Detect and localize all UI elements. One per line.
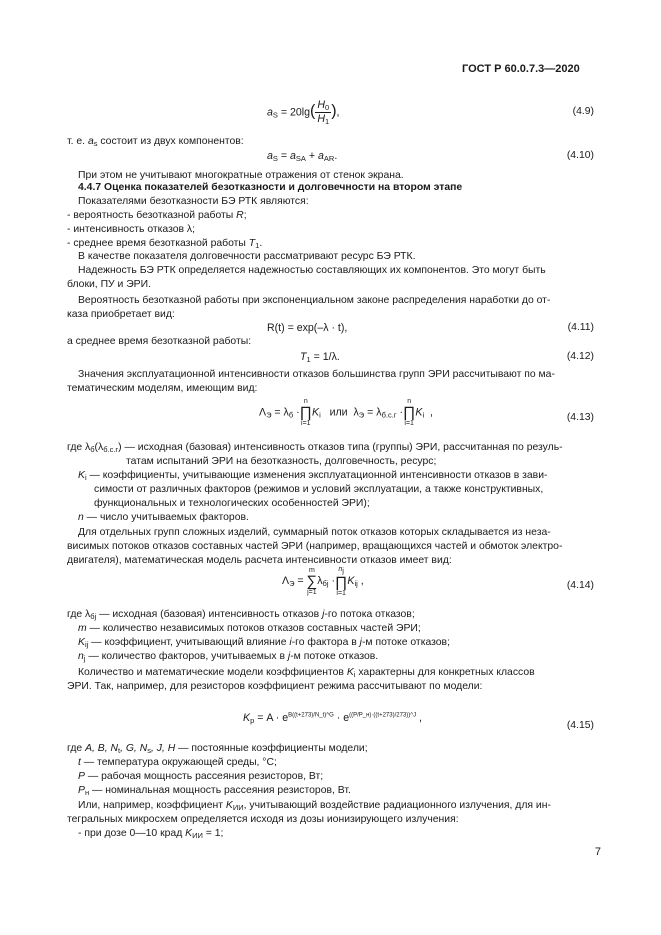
equation-number-4-14: (4.14) xyxy=(566,580,594,591)
paragraph: Показателями безотказности БЭ РТК являются: xyxy=(78,196,309,207)
definition: n — число учитываемых факторов. xyxy=(78,512,249,523)
paragraph: блоки, ПУ и ЭРИ. xyxy=(67,279,151,290)
paragraph: двигателя), математическая модель расчета интенсивности отказов имеет вид: xyxy=(67,555,452,566)
equation-4-12: $T_1 = 1/\lambda$. xyxy=(300,351,340,364)
equation-4-11: R(t) = exp(–λ · t), xyxy=(267,322,348,334)
definition: где $\lambda_{бj}$ — исходная (базовая) интенсивность отказов j-го потока отказов; xyxy=(67,609,415,621)
list-item: - среднее время безотказной работы $T_1$. xyxy=(67,238,263,250)
equation-4-9: $a_S = 20\lg$( $\frac{H_0}{H_1}$ ), xyxy=(267,99,340,126)
equation-4-14: $\Lambda_Э$ = m ∑ j=1 $\lambda_{бj}$ · $n_j$ ∏ i=1 $K_{ij}$ , xyxy=(282,566,364,597)
definition: P — рабочая мощность рассеяния резисторов, Вт; xyxy=(78,771,324,782)
definition: татам испытаний ЭРИ на безотказность, долговечность, ресурс; xyxy=(126,456,437,467)
definition: $K_i$ — коэффициенты, учитывающие изменения эксплуатационной интенсивности отказов в зави- xyxy=(78,470,548,482)
equation-4-10: $a_S = a_{SA} + a_{AR}$. xyxy=(267,150,338,163)
list-item: - вероятность безотказной работы R; xyxy=(67,210,247,221)
section-title: 4.4.7 Оценка показателей безотказности и долговечности на втором этапе xyxy=(78,182,463,193)
definition: где A, B, $N_t$, G, $N_s$, J, H — постоянные коэффициенты модели; xyxy=(67,743,368,755)
paragraph: тематическим моделям, имеющим вид: xyxy=(67,383,258,394)
definition: функциональных и технологических особенностей ЭРИ); xyxy=(94,498,370,509)
paragraph: Количество и математические модели коэффициентов $K_i$ характерны для конкретных классов xyxy=(78,667,535,679)
equation-number-4-12: (4.12) xyxy=(566,351,594,362)
paragraph: Или, например, коэффициент $K_{ИИ}$, учитывающий воздействие радиационного излучения, для ин- xyxy=(78,800,551,812)
definition: где $\lambda_б(\lambda_{б.с.г})$ — исходная (базовая) интенсивность отказов типа (группы) ЭРИ, рассчитанная по резуль- xyxy=(67,442,563,454)
equation-number-4-15: (4.15) xyxy=(566,720,594,731)
paragraph: Значения эксплуатационной интенсивности отказов большинства групп ЭРИ рассчитывают по ма- xyxy=(78,369,555,380)
paragraph: ЭРИ. Так, например, для резисторов коэффициент режима рассчитывают по модели: xyxy=(67,681,483,692)
text-line: т. е. $a_s$ состоит из двух компонентов: xyxy=(67,136,244,148)
equation-4-15: $K_р = A \cdot e^{B((t+273)/N\_t)\^{}G} \cdot e^{((P/P\_н)\cdot((t+273)/273))\^{}J}$ , xyxy=(243,712,422,725)
equation-number-4-11: (4.11) xyxy=(567,322,594,333)
definition: $P_н$ — номинальная мощность рассеяния резисторов, Вт. xyxy=(78,785,351,797)
definition: t — температура окружающей среды, °С; xyxy=(78,757,277,768)
paragraph: Вероятность безотказной работы при экспоненциальном законе распределения наработки до от- xyxy=(78,295,551,306)
paragraph: висимых потоков отказов составных частей ЭРИ (например, вращающихся частей и обмоток электро- xyxy=(67,541,563,552)
page-number: 7 xyxy=(594,846,601,858)
definition: m — количество независимых потоков отказов составных частей ЭРИ; xyxy=(78,623,421,634)
paragraph: тегральных микросхем определяется исходя из дозы ионизирующего излучения: xyxy=(67,814,459,825)
document-header: ГОСТ Р 60.0.7.3—2020 xyxy=(462,63,580,75)
paragraph: При этом не учитывают многократные отражения от стенок экрана. xyxy=(78,170,404,181)
list-item: - при дозе 0—10 крад $K_{ИИ} = 1$; xyxy=(78,828,224,840)
equation-number-4-9: (4.9) xyxy=(572,106,594,117)
list-item: - интенсивность отказов λ; xyxy=(67,224,196,235)
definition: $K_{ij}$ — коэффициент, учитывающий влияние i-го фактора в j-м потоке отказов; xyxy=(78,637,450,649)
paragraph: В качестве показателя долговечности рассматривают ресурс БЭ РТК. xyxy=(78,251,416,262)
equation-number-4-13: (4.13) xyxy=(566,412,594,423)
definition: $n_j$ — количество факторов, учитываемых в j-м потоке отказов. xyxy=(78,651,379,663)
paragraph: Для отдельных групп сложных изделий, суммарный поток отказов которых складывается из неза- xyxy=(78,527,551,538)
equation-4-13: $\Lambda_Э = \lambda_б$ · n ∏ i=1 $K_i$ или $\lambda_Э = \lambda_{б.с.г}$ · n ∏ i=1 $K_i$ , xyxy=(259,398,433,427)
equation-number-4-10: (4.10) xyxy=(566,150,594,161)
paragraph: каза приобретает вид: xyxy=(67,309,175,320)
paragraph: а среднее время безотказной работы: xyxy=(67,336,252,347)
paragraph: Надежность БЭ РТК определяется надежностью составляющих их компонентов. Это могут быть xyxy=(78,265,546,276)
definition: симости от различных факторов (режимов и условий эксплуатации, а также конструктивных, xyxy=(94,484,544,495)
